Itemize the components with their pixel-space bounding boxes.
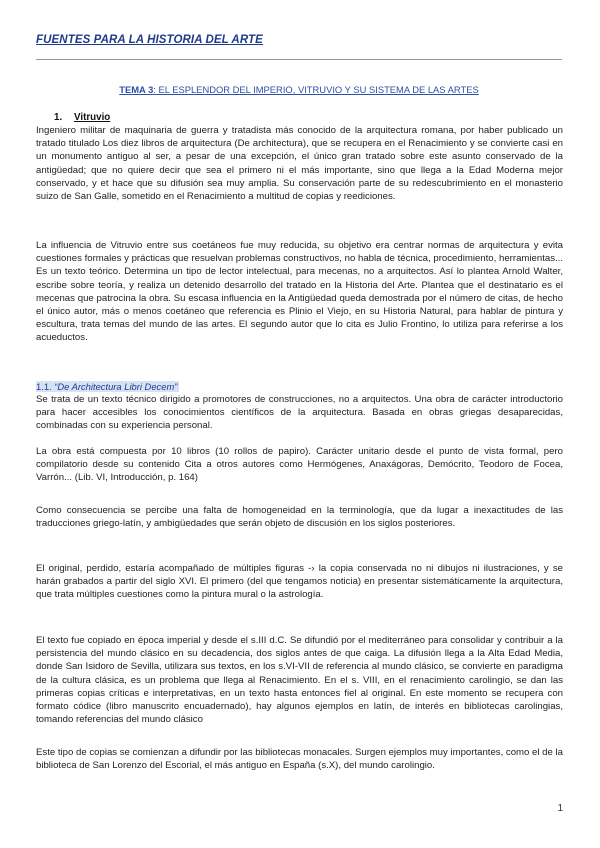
subsection-number: 1.1. — [36, 381, 52, 392]
section-number: 1. — [54, 112, 63, 123]
subsection-heading — [36, 381, 179, 392]
page-number: 1 — [557, 803, 563, 814]
chapter-label: TEMA 3 — [119, 84, 154, 95]
subsection-title: “De Architectura Libri Decem” — [54, 381, 178, 392]
section-heading — [54, 112, 110, 123]
paragraph-intro: Ingeniero militar de maquinaria de guerra y tratadista más conocido de la arquitectura romana, por haber publicado un tratado titulado Los diez libros de arquitectura (De architectura), que se recupera en el Renacimiento y se convierte casi en un monumento antiguo al ser, a pesar de una excepción, el único gran tratado sobre este asunto conservado de la antigüedad; que no quiere decir que sea el primero ni el más importante, sino que llega a la Edad Moderna mejor conservado, y et hace que su difusión sea muy amplia. Su conservación parte de su redescubrimiento en el monasterio suizo de San Galle, sometido en el Renacimiento a multitud de copias y reediciones. — [36, 125, 563, 203]
paragraph-monastic-libraries: Este tipo de copias se comienzan a difundir por las bibliotecas monacales. Surgen ejemplos muy importantes, como el de la biblioteca de San Lorenzo del Escorial, el más antiguo en España (s.X), del mundo carolingio. — [36, 747, 563, 772]
header-divider — [36, 59, 562, 60]
paragraph-original: El original, perdido, estaría acompañado de múltiples figuras -› la copia conservada no ni dibujos ni ilustraciones, y se harán grabados a partir del siglo XVI. El primero (del que tengamos noticia) en presentar sistemáticamente la arquitectura, que trata múltiples cuestiones como la pintura mural o la astrología. — [36, 563, 563, 601]
paragraph-technical-text: Se trata de un texto técnico dirigido a promotores de construcciones, no a arquitectos. Una obra de carácter introductorio para hacer accesibles los conocimientos científicos de la arquitectura. Basada en obras griegas desaparecidas, combinadas con su experiencia personal. — [36, 394, 563, 432]
chapter-title — [36, 84, 562, 95]
paragraph-terminology: Como consecuencia se percibe una falta de homogeneidad en la terminología, que da lugar a inexactitudes de las traducciones griego-latín, y ambigüedades que serán objeto de discusión en los siglos posteriores. — [36, 505, 563, 530]
chapter-title-text: : EL ESPLENDOR DEL IMPERIO, VITRUVIO Y SU SISTEMA DE LAS ARTES — [153, 84, 479, 95]
paragraph-influence: La influencia de Vitruvio entre sus coetáneos fue muy reducida, su objetivo era centrar normas de arquitectura y evita cuestiones formales y prácticas que resuelvan problemas constructivos, no habla de técnica, procedimiento, herramientas... Es un texto teórico. Determina un tipo de lector intelectual, para mecenas, no a arquitectos. Así lo plantea Arnold Walter, escribe sobre teoría, y realiza un detenido desarrollo del tratado en la Historia del Arte. Plantea que el destinatario es el mecenas que patrocina la obra. Su escasa influencia en la Antigüedad queda demostrada por el número de citas, de hecho el único autor, más o menos coetáneo que referencia es Plinio el Viejo, en su Historia Natural, para hablar de pintura y escultura, trata temas del mundo de las artes. El segundo autor que lo cita es Julio Frontino, lo utiliza para referirse a los acueductos. — [36, 240, 563, 344]
section-title: Vitruvio — [74, 112, 111, 123]
paragraph-copies: El texto fue copiado en época imperial y desde el s.III d.C. Se difundió por el mediterráneo para consolidar y contribuir a la persistencia del mundo clásico en su decadencia, dos siglos antes de que caiga. La difusión llega a la Alta Edad Media, donde San Isidoro de Sevilla, utilizara sus textos, en los s.VI-VII de referencia al mundo clásico, se convierte en paradigma de la cultura clásica, es un problema que llega al Renacimiento. En el s. VIII, en el renacimiento carolingio, se dan las primeras copias críticas e interpretativas, en un texto hasta entonces fiel al original. En este momento se recupera con formato códice (libro manuscrito encuadernado), hay algunos ejemplos en latín, de interés en bibliotecas carolingias, tomando referencias del mundo clásico — [36, 635, 563, 726]
paragraph-ten-books: La obra está compuesta por 10 libros (10 rollos de papiro). Carácter unitario desde el punto de vista formal, pero compilatorio desde su contenido Cita a otros autores como Hermógenes, Anaxágoras, Demócrito, Teodoro de Focea, Varrón... (Lib. VI, Introducción, p. 164) — [36, 446, 563, 484]
document-header-title: FUENTES PARA LA HISTORIA DEL ARTE — [36, 34, 263, 46]
